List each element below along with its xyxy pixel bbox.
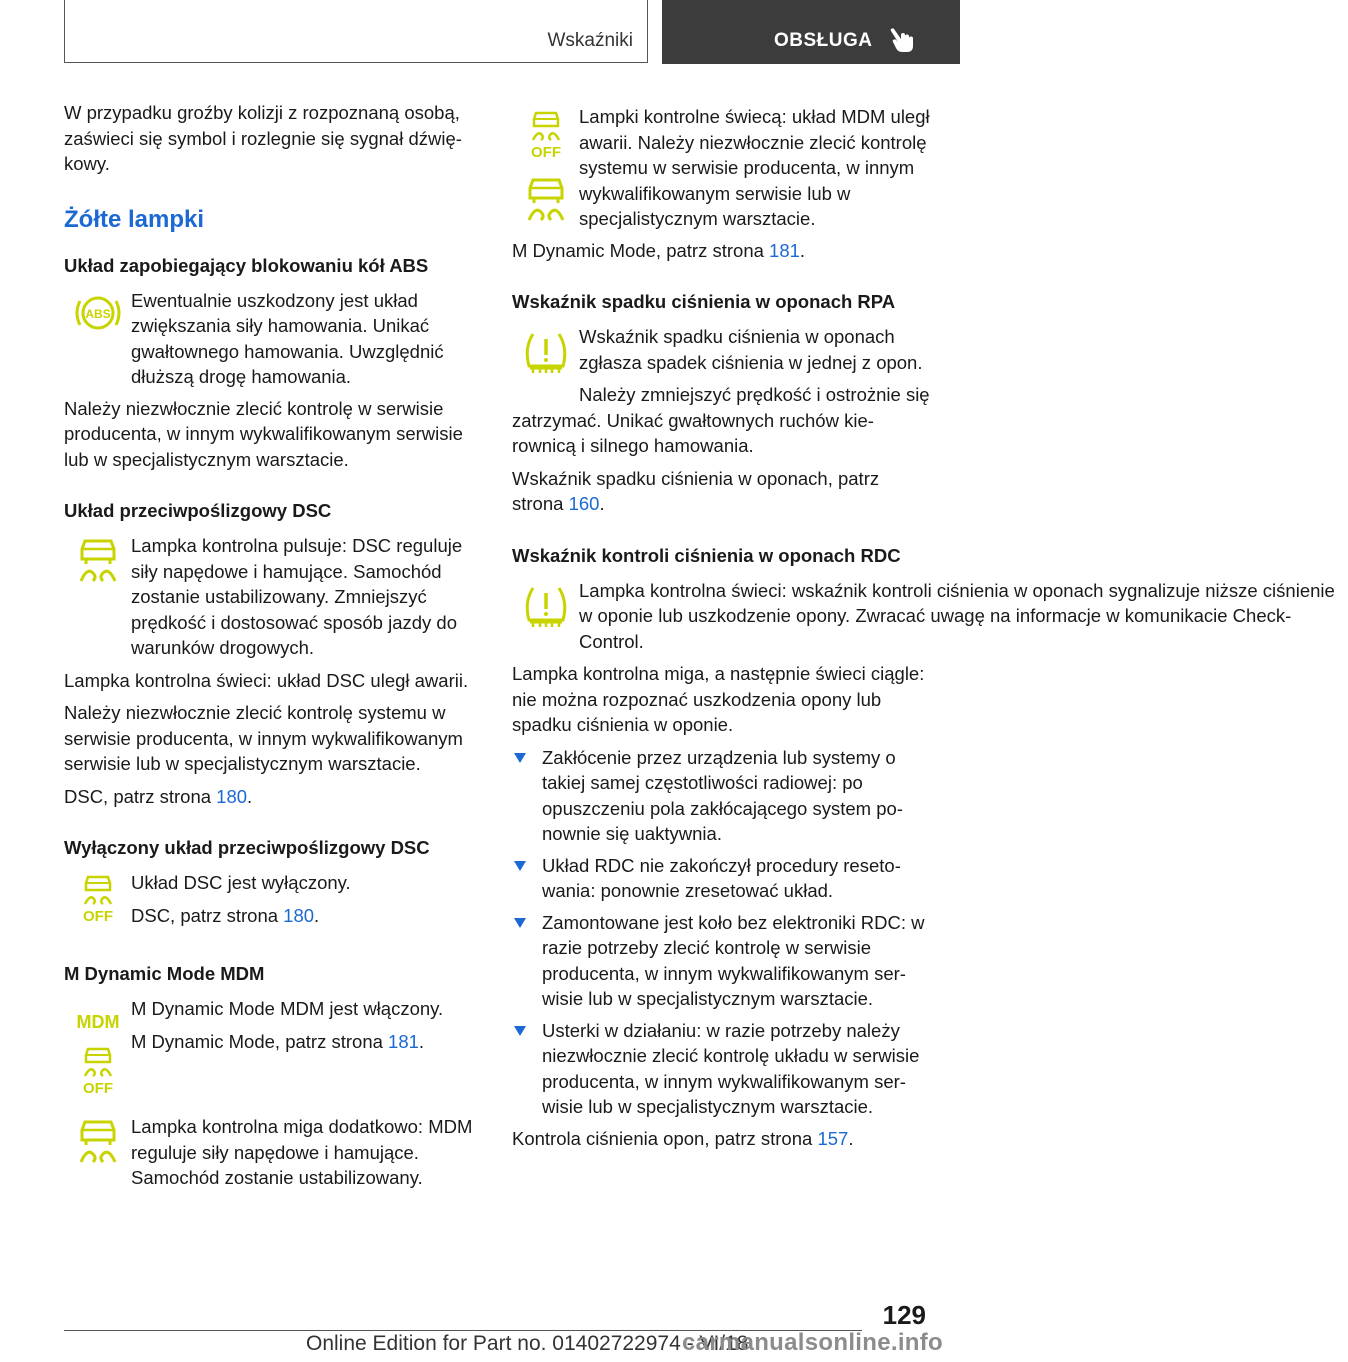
mdm-icons (64, 996, 131, 1100)
left-column (64, 100, 482, 1191)
list-item (512, 910, 930, 1012)
rpa-paragraph-2-text: Należy zmniejszyć prędkość i ostrożnie się zatrzymać. Unikać gwałtownych ruchów kierownicą i silnego hamowania. (512, 384, 930, 456)
mdm-failure-text: Lampki kontrolne świecą: układ MDM uległ awarii. Należy niezwłocznie zlecić kontrolę systemu w serwisie producenta, w innym wykwalifikowanym serwisie lub w specjalistycznym warsztacie. (579, 106, 930, 229)
abs-paragraph-2: Należy niezwłocznie zlecić kontrolę w serwisie producenta, w innym wykwalifikowanym serwisie lub w specjalistycznym warsztacie. (64, 397, 463, 470)
rdc-reference-text: Kontrola ciśnienia opon, patrz strona (512, 1127, 818, 1149)
header-section-title: Wskaźniki (547, 30, 633, 51)
mdm-heading: M Dynamic Mode MDM (64, 963, 265, 984)
list-item-text: Zakłócenie przez urządzenia lub systemy o takiej samej częstotliwości radiowej: po opuszczeniu pola zakłócającego system ponownie się uaktywnia. (542, 746, 903, 844)
mdm-reference: M Dynamic Mode, patrz strona 181. (131, 1030, 425, 1052)
rdc-page-link[interactable]: 157 (817, 1127, 849, 1149)
rpa-text: Wskaźnik spadku ciśnienia w oponach zgłasza spadek ciśnienia w jednej z opon. (579, 326, 923, 373)
list-item (512, 745, 930, 847)
mdm-failure-car-skid-icon (525, 176, 567, 222)
footer-watermark: carmanualsonline.info (682, 1329, 944, 1356)
dsc-off-heading: Wyłączony układ przeciwpoślizgowy DSC (64, 837, 430, 858)
abs-warning-icon (64, 288, 131, 338)
dsc-off-icon-label: OFF (82, 908, 113, 925)
mdm-failure-reference: M Dynamic Mode, patrz strona 181. (512, 239, 806, 261)
mdm-failure-reference-text: M Dynamic Mode, patrz strona (512, 239, 770, 261)
mdm-failure-page-link[interactable]: 181 (769, 239, 800, 261)
list-item-text: Zamontowane jest koło bez elektroniki RDC: w razie potrzeby zlecić kontrolę w serwisie producenta, w innym wykwalifikowanym serwisie lub w specjalistycznym warsztacie. (542, 911, 925, 1009)
abs-text: Ewentualnie uszkodzony jest układ zwiększania siły hamowania. Unikać gwałtownego hamowania. Uwzględnić dłuższą drogę hamowania. (131, 289, 444, 387)
rdc-row (512, 578, 1335, 655)
triangle-bullet-icon (514, 753, 526, 763)
rpa-text-block (579, 324, 930, 382)
dsc-heading: Układ przeciwpoślizgowy DSC (64, 500, 332, 521)
dsc-reference: DSC, patrz strona 180. (64, 785, 253, 807)
rpa-row (512, 324, 930, 382)
mdm-icon-label: MDM (76, 1012, 119, 1032)
dsc-off-text-block (131, 870, 482, 935)
mdm-page-link[interactable]: 181 (388, 1030, 419, 1052)
rdc-heading: Wskaźnik kontroli ciśnienia w oponach RDC (512, 544, 901, 566)
header-section-box (64, 0, 648, 63)
mdm-text: M Dynamic Mode MDM jest włączony. (131, 998, 444, 1019)
triangle-bullet-icon (514, 1026, 526, 1036)
mdm-failure-dsc-off-icon (525, 110, 567, 164)
dsc-paragraph-3: Należy niezwłocznie zlecić kontrolę systemu w serwisie producenta, w innym wykwalifikowanym serwisie lub w specjalistycznym warsztacie. (64, 702, 463, 774)
list-item (512, 1018, 930, 1120)
header-chapter-tab[interactable] (662, 0, 960, 64)
mdm-failure-off-label: OFF (530, 144, 561, 161)
mdm-failure-row (512, 104, 930, 232)
list-item (512, 853, 930, 904)
rpa-heading: Wskaźnik spadku ciśnienia w oponach RPA (512, 291, 896, 312)
right-column (512, 104, 1335, 1158)
abs-heading: Układ zapobiegający blokowaniu kół ABS (64, 254, 429, 276)
triangle-bullet-icon (514, 861, 526, 871)
mdm-blink-text: Lampka kontrolna miga dodatkowo: MDM reguluje siły napędowe i hamujące. Samochód zostanie ustabilizowany. (131, 1116, 473, 1188)
mdm-blink-row (64, 1114, 482, 1191)
list-item-text: Usterki w działaniu: w razie potrzeby należy niezwłocznie zlecić kontrolę układu w serwisie producenta, w innym wykwalifikowanym serwisie lub w specjalistycznym warsztacie. (542, 1019, 920, 1117)
rpa-paragraph-2 (512, 382, 930, 459)
mdm-off-icon-label: OFF (82, 1080, 113, 1097)
dsc-text-body: Lampka kontrolna pulsuje: DSC reguluje siły napędowe i hamujące. Samochód zostanie ustabilizowany. Zmniejszyć prędkość i dostosować sposób jazdy do warunków drogowych. (131, 535, 463, 658)
rpa-reference: Wskaźnik spadku ciśnienia w oponach, patrz strona 160. (512, 467, 880, 514)
section-title-yellow-lamps: Żółte lampki (64, 205, 205, 233)
rdc-bullet-list (512, 745, 930, 1120)
mdm-text-block (131, 996, 482, 1061)
dsc-off-reference: DSC, patrz strona 180. (131, 904, 320, 926)
dsc-row (64, 533, 482, 661)
tire-pressure-control-icon (512, 578, 579, 630)
pointing-hand-icon (888, 26, 914, 54)
list-item-text: Układ RDC nie zakończył procedury resetowania: ponownie zresetować układ. (542, 854, 901, 901)
dsc-car-skid-icon (64, 533, 131, 583)
abs-icon-label: ABS (84, 306, 111, 321)
mdm-reference-text: M Dynamic Mode, patrz strona (131, 1030, 389, 1052)
rdc-text: Lampka kontrolna świeci: wskaźnik kontroli ciśnienia w oponach sygnalizuje niższe ciśnienie w oponie lub uszkodzenie opony. Zwracać uwagę na informacje w komunikacie Check-Control. (579, 579, 1335, 652)
dsc-text (131, 533, 482, 661)
mdm-icon (70, 996, 126, 1036)
dsc-off-page-link[interactable]: 180 (283, 904, 315, 926)
rdc-reference: Kontrola ciśnienia opon, patrz strona 157. (512, 1127, 854, 1149)
rdc-paragraph-2: Lampka kontrolna miga, a następnie świeci ciągle: nie można rozpoznać uszkodzenia opony lub spadku ciśnienia w oponie. (512, 663, 925, 735)
header-chapter-title: OBSŁUGA (774, 30, 873, 51)
rpa-reference-text: Wskaźnik spadku ciśnienia w oponach, patrz strona (512, 467, 880, 514)
rpa-page-link[interactable]: 160 (568, 493, 600, 514)
footer-edition: Online Edition for Part no. 01402722974 - VI/18 (306, 1332, 749, 1355)
mdm-dsc-off-icon (77, 1046, 119, 1100)
dsc-off-icon (64, 870, 131, 924)
mdm-dsc-car-skid-icon (64, 1114, 131, 1164)
dsc-paragraph-2: Lampka kontrolna świeci: układ DSC uległ awarii. (64, 669, 469, 691)
triangle-bullet-icon (514, 918, 526, 928)
dsc-off-reference-text: DSC, patrz strona (131, 904, 284, 926)
page-number: 129 (882, 1300, 926, 1330)
tire-pressure-warning-icon (512, 324, 579, 376)
intro-paragraph: W przypadku groźby kolizji z rozpoznaną osobą, zaświeci się symbol i rozlegnie się sygnał dźwiękowy. (64, 102, 462, 174)
abs-row (64, 288, 482, 396)
mdm-row (64, 996, 482, 1100)
dsc-page-link[interactable]: 180 (216, 785, 248, 807)
dsc-off-row (64, 870, 482, 935)
mdm-failure-icons (512, 104, 579, 222)
dsc-off-text: Układ DSC jest wyłączony. (131, 872, 351, 893)
dsc-reference-text: DSC, patrz strona (64, 785, 217, 807)
